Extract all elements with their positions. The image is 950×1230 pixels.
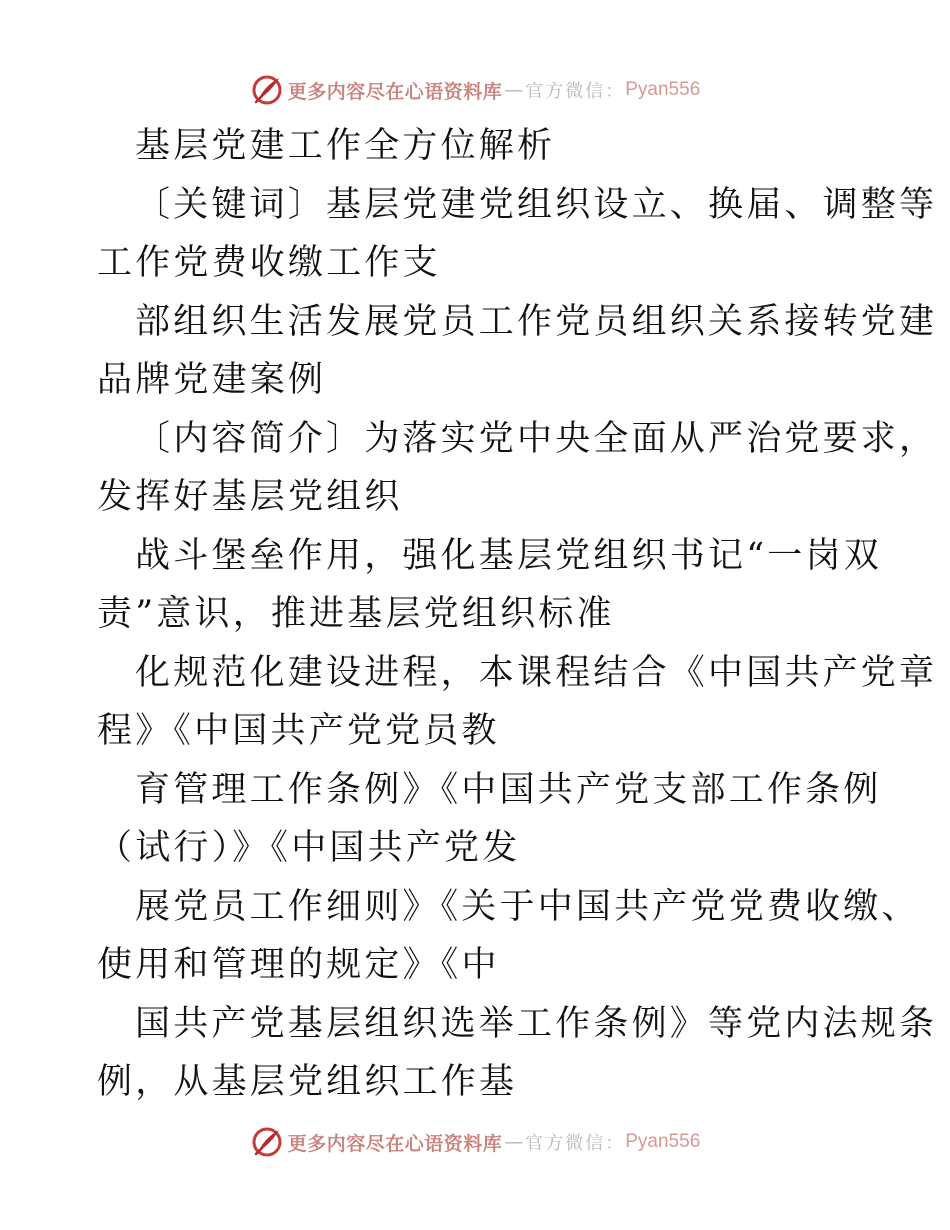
body-line: 使用和管理的规定》《中 xyxy=(97,945,500,985)
footer-promo-text: 更多内容尽在心语资料库 xyxy=(287,1132,503,1155)
body-line: 国共产党基层组织选举工作条例》等党内法规条 xyxy=(135,1003,938,1044)
body-line: 发挥好基层党组织 xyxy=(97,477,403,517)
header-banner xyxy=(0,70,950,110)
body-line: （试行）》《中国共产党发 xyxy=(97,828,521,868)
summary-line: 〔内容简介〕为落实党中央全面从严治党要求， xyxy=(135,418,938,459)
body-line: 工作党费收缴工作支 xyxy=(97,243,441,283)
quill-pen-logo-icon xyxy=(250,73,284,107)
header-promo-text: 更多内容尽在心语资料库 xyxy=(287,80,503,103)
header-wechat-id: Pyan556 xyxy=(625,79,701,100)
body-line: 部组织生活发展党员工作党员组织关系接转党建 xyxy=(135,301,938,342)
footer-wechat-label: 官方微信： xyxy=(525,1133,626,1154)
quill-pen-logo-icon xyxy=(250,1125,284,1159)
footer-wechat-id: Pyan556 xyxy=(625,1131,701,1152)
body-line: 战斗堡垒作用，强化基层党组织书记“一岗双 xyxy=(135,535,882,576)
document-body xyxy=(97,117,938,1112)
body-line: 例，从基层党组织工作基 xyxy=(97,1062,518,1102)
footer-banner xyxy=(0,1122,950,1162)
footer-separator: — xyxy=(504,1131,524,1153)
body-line: 育管理工作条例》《中国共产党支部工作条例 xyxy=(135,769,882,810)
header-wechat-label: 官方微信： xyxy=(525,81,626,102)
body-line: 化规范化建设进程，本课程结合《中国共产党章 xyxy=(135,652,938,693)
document-title: 基层党建工作全方位解析 xyxy=(135,126,556,166)
header-separator: — xyxy=(504,79,524,101)
body-line: 展党员工作细则》《关于中国共产党党费收缴、 xyxy=(135,886,920,927)
body-line: 品牌党建案例 xyxy=(97,360,327,400)
body-line: 程》《中国共产党党员教 xyxy=(97,711,500,751)
keywords-line: 〔关键词〕基层党建党组织设立、换届、调整等 xyxy=(135,184,938,225)
body-line: 责”意识，推进基层党组织标准 xyxy=(97,594,615,634)
